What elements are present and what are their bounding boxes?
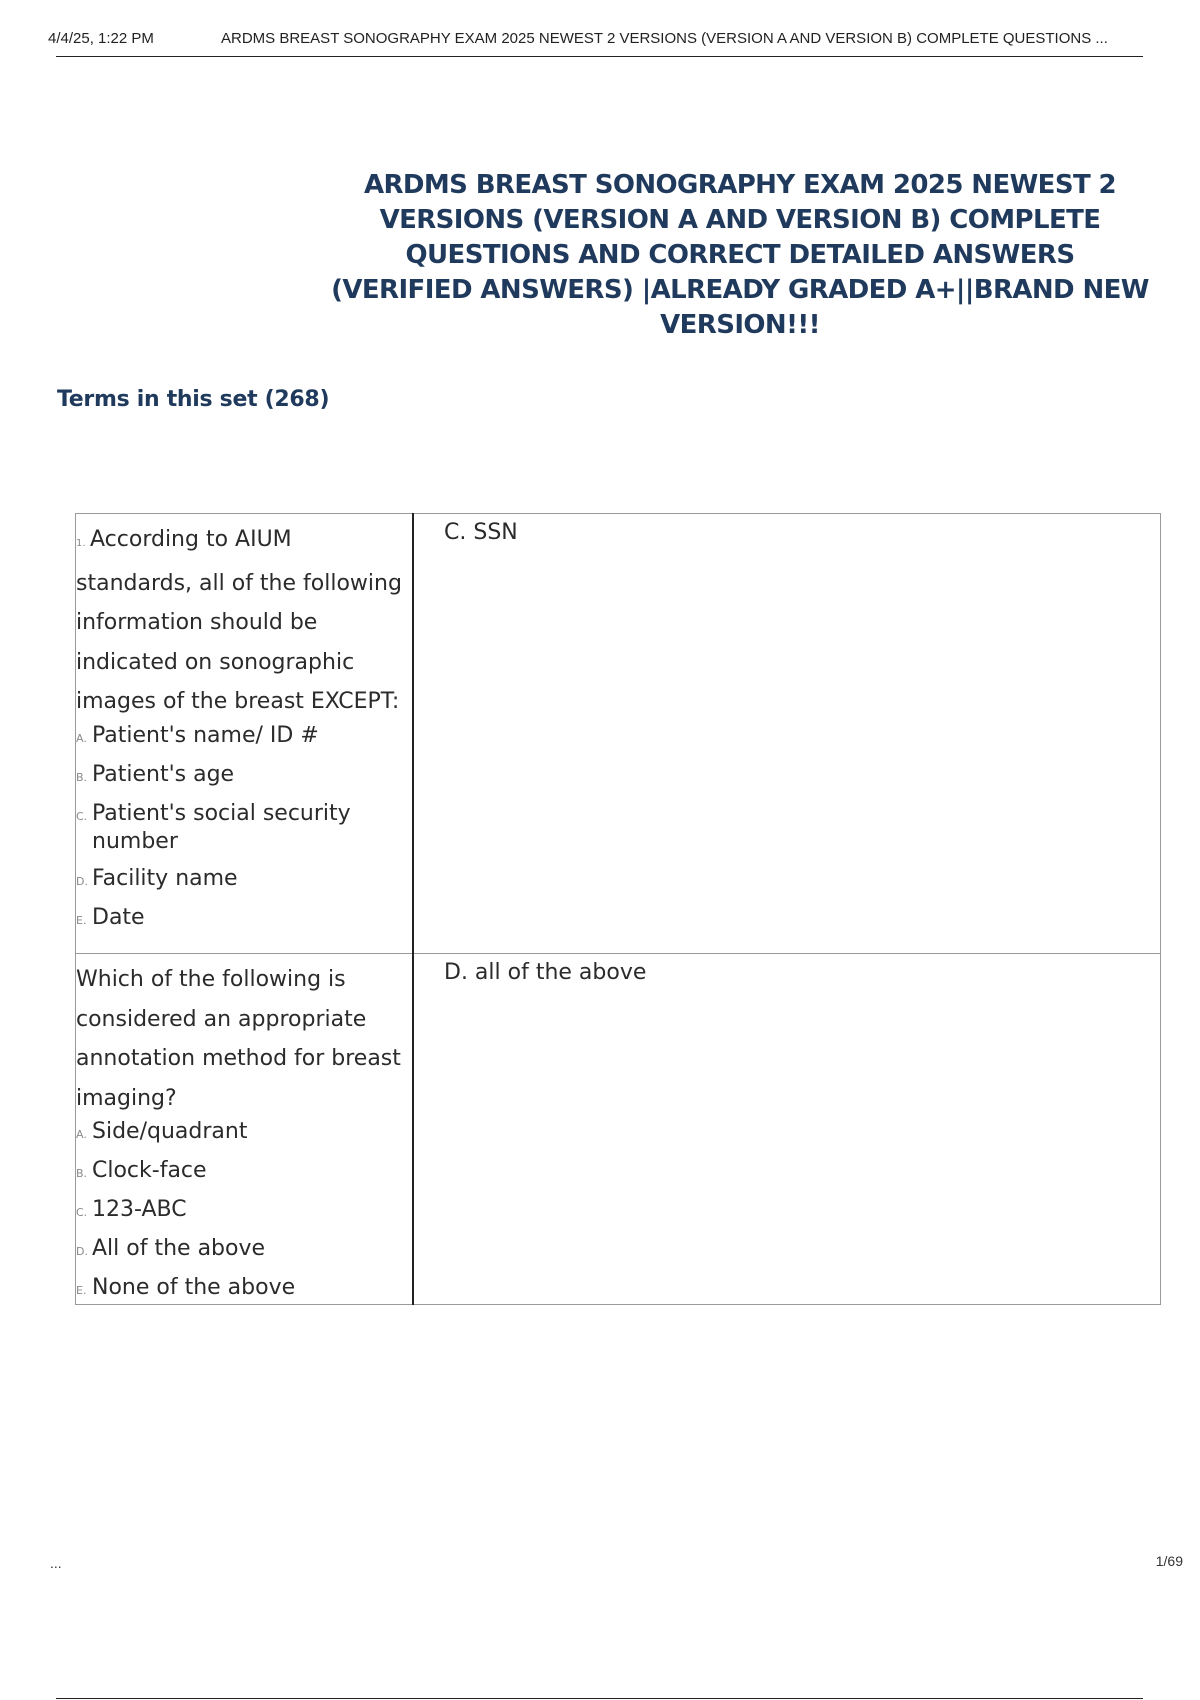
option-text: Patient's age: [92, 761, 235, 787]
option-text: Side/quadrant: [92, 1119, 248, 1144]
option-text: 123-ABC: [92, 1197, 187, 1222]
document-title-line: (VERIFIED ANSWERS) |ALREADY GRADED A+||BRAND NEW: [331, 275, 1149, 305]
option-item: [76, 1235, 412, 1265]
option-letter: A.: [76, 731, 87, 745]
page-number: 1/69: [1155, 1553, 1183, 1569]
print-datetime: 4/4/25, 1:22 PM: [48, 30, 154, 47]
question-body: Which of the following is considered an appropriate annotation method for breast imaging?: [76, 967, 401, 1111]
option-item: [76, 761, 412, 791]
footer-divider: [56, 1698, 1143, 1699]
question-body: According to AIUM standards, all of the following information should be indicated on sonographic images of the breast EXCEPT:: [76, 527, 402, 714]
option-item: [76, 1157, 412, 1187]
option-text: Patient's social security number: [92, 800, 351, 854]
term-question-cell: [76, 954, 414, 1305]
option-item: [76, 865, 412, 895]
option-letter: B.: [76, 770, 88, 784]
option-text: Facility name: [92, 865, 238, 891]
option-item: [76, 1196, 412, 1226]
footer-ellipsis: ...: [50, 1555, 62, 1571]
document-title: [320, 168, 1160, 343]
terms-table: [75, 513, 1161, 1305]
terms-heading: Terms in this set (268): [57, 387, 330, 412]
option-item: [76, 1118, 412, 1148]
option-text: All of the above: [92, 1236, 266, 1261]
option-item: [76, 800, 412, 856]
option-letter: C.: [76, 809, 88, 823]
term-answer-cell: D. all of the above: [413, 954, 1161, 1305]
option-text: None of the above: [92, 1275, 296, 1300]
option-item: [76, 904, 412, 934]
option-letter: D.: [76, 874, 88, 888]
option-list: [76, 1118, 412, 1304]
print-document-title: ARDMS BREAST SONOGRAPHY EXAM 2025 NEWEST 2 VERSIONS (VERSION A AND VERSION B) COMPLETE QUESTIONS ...: [221, 30, 1108, 47]
option-letter: E.: [76, 1284, 87, 1297]
question-text: [76, 954, 412, 1118]
option-letter: C.: [76, 1206, 88, 1219]
option-letter: B.: [76, 1167, 88, 1180]
document-title-line: ARDMS BREAST SONOGRAPHY EXAM 2025 NEWEST 2: [363, 170, 1117, 200]
option-letter: D.: [76, 1245, 88, 1258]
option-text: Clock-face: [92, 1158, 207, 1183]
option-list: [76, 722, 412, 934]
option-letter: E.: [76, 913, 87, 927]
question-text: [76, 514, 412, 722]
option-item: [76, 1274, 412, 1304]
option-item: [76, 722, 412, 752]
term-answer-cell: C. SSN: [413, 514, 1161, 954]
header-divider: [56, 56, 1143, 57]
option-letter: A.: [76, 1128, 87, 1141]
document-title-line: QUESTIONS AND CORRECT DETAILED ANSWERS: [405, 240, 1075, 270]
document-title-line: VERSIONS (VERSION A AND VERSION B) COMPLETE: [379, 205, 1101, 235]
question-number: 1.: [76, 538, 86, 549]
term-row: [76, 514, 1161, 954]
option-text: Date: [92, 904, 145, 930]
document-title-line: VERSION!!!: [660, 310, 820, 340]
term-row: [76, 954, 1161, 1305]
option-text: Patient's name/ ID #: [92, 722, 319, 748]
term-question-cell: [76, 514, 414, 954]
